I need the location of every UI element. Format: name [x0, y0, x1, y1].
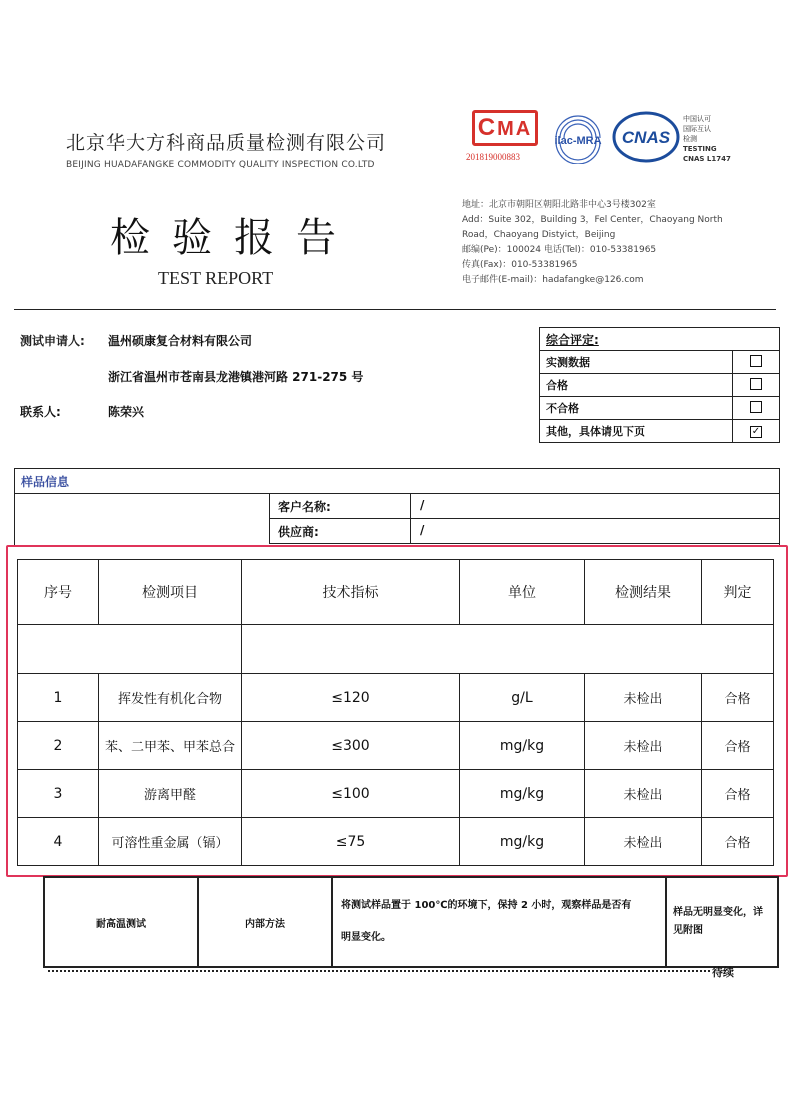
sample-value: /: [420, 523, 425, 537]
verdict-option-label: 实测数据: [540, 351, 733, 374]
table-row: [44, 877, 778, 967]
cma-logo-text: MA: [497, 118, 533, 140]
heat-test-desc-line: 明显变化。: [341, 932, 391, 943]
cell-result: 未检出: [585, 770, 702, 818]
heat-test-method: 内部方法: [198, 877, 332, 967]
cell-no: 2: [18, 722, 99, 770]
sample-key: 供应商:: [278, 525, 319, 539]
verdict-checkbox: [750, 355, 762, 367]
cnas-logo-text: CNAS: [621, 128, 671, 147]
address-line: 邮编(Pe)：100024 电话(Tel)：010-53381965: [462, 245, 657, 255]
applicant-name: 温州硕康复合材料有限公司: [108, 334, 253, 348]
cell-item: 挥发性有机化合物: [99, 674, 242, 722]
cell-no: 1: [18, 674, 99, 722]
table-row: [18, 770, 774, 818]
company-name-en: BEIJING HUADAFANGKE COMMODITY QUALITY INSPECTION CO.LTD: [66, 160, 375, 170]
cell-judge: 合格: [702, 818, 774, 866]
table-header: 序号: [18, 560, 99, 625]
cell-judge: 合格: [702, 674, 774, 722]
contact-label: 联系人:: [20, 405, 61, 419]
verdict-checkbox: ✓: [751, 426, 761, 437]
header-divider: [14, 309, 776, 310]
sample-row: [269, 519, 779, 544]
applicant-label: 测试申请人:: [20, 334, 85, 348]
table-header: 判定: [702, 560, 774, 625]
cell-spec: ≤120: [242, 674, 460, 722]
report-title-cn: 检验报告: [110, 215, 358, 261]
cell-result: 未检出: [585, 722, 702, 770]
cma-number: 201819000883: [466, 152, 520, 162]
verdict-option-label: 不合格: [540, 397, 733, 420]
cell-result: 未检出: [585, 818, 702, 866]
address-line: 电子邮件(E-mail)：hadafangke@126.com: [462, 275, 644, 285]
sample-value: /: [420, 498, 425, 512]
table-row: [18, 625, 774, 674]
verdict-table: [539, 327, 780, 443]
sample-info-title: 样品信息: [21, 475, 70, 489]
cell-no: 4: [18, 818, 99, 866]
cell-unit: mg/kg: [460, 818, 585, 866]
results-table: [17, 559, 774, 866]
table-header: 单位: [460, 560, 585, 625]
table-header: 检测结果: [585, 560, 702, 625]
verdict-checkbox: [750, 401, 762, 413]
cnas-caption-line: 检测: [683, 135, 697, 143]
table-header: 技术指标: [242, 560, 460, 625]
cnas-caption: [683, 114, 731, 164]
applicant-address: 浙江省温州市苍南县龙港镇港河路 271-275 号: [108, 370, 364, 384]
cell-spec: ≤300: [242, 722, 460, 770]
cell-item: 可溶性重金属（镉）: [99, 818, 242, 866]
heat-test-name: 耐高温测试: [44, 877, 198, 967]
cell-spec: ≤100: [242, 770, 460, 818]
sample-row: [269, 494, 779, 519]
continued-label: 待续: [712, 966, 734, 979]
address-line: 传真(Fax)：010-53381965: [462, 260, 578, 270]
verdict-option-label: 其他，具体请见下页: [540, 420, 733, 443]
heat-test-result: 样品无明显变化，详见附图: [666, 877, 778, 967]
cell-result: 未检出: [585, 674, 702, 722]
cnas-caption-line: TESTING: [683, 145, 717, 153]
report-title-en: TEST REPORT: [158, 268, 274, 288]
cell-spec: ≤75: [242, 818, 460, 866]
cnas-caption-line: 中国认可: [683, 115, 711, 123]
sample-key: 客户名称:: [278, 500, 331, 514]
cell-judge: 合格: [702, 770, 774, 818]
verdict-option-label: 合格: [540, 374, 733, 397]
address-line: Add：Suite 302，Building 3，Fel Center，Chaoyang North: [462, 215, 723, 225]
cell-unit: mg/kg: [460, 722, 585, 770]
table-header: 检测项目: [99, 560, 242, 625]
company-name-cn: 北京华大方科商品质量检测有限公司: [66, 132, 387, 154]
address-line: 地址：北京市朝阳区朝阳北路非中心3号楼302室: [462, 200, 656, 210]
cell-judge: 合格: [702, 722, 774, 770]
cell-unit: mg/kg: [460, 770, 585, 818]
address-block: [462, 198, 723, 288]
heat-test-table: [43, 876, 779, 968]
table-row: [18, 818, 774, 866]
cnas-caption-line: CNAS L1747: [683, 155, 731, 163]
heat-test-desc-line: 将测试样品置于 100℃的环境下，保持 2 小时，观察样品是否有: [341, 900, 632, 911]
cell-item: 游离甲醛: [99, 770, 242, 818]
heat-test-description: [332, 877, 666, 967]
cell-unit: g/L: [460, 674, 585, 722]
table-row: [18, 674, 774, 722]
verdict-title: 综合评定:: [540, 328, 780, 351]
continuation-line: [48, 970, 710, 972]
table-row: [18, 722, 774, 770]
verdict-checkbox: [750, 378, 762, 390]
cma-logo: CMA 201819000883: [466, 106, 546, 166]
cnas-caption-line: 国际互认: [683, 125, 711, 133]
ilac-logo-text: ilac-MRA: [554, 135, 602, 147]
cell-item: 苯、二甲苯、甲苯总合: [99, 722, 242, 770]
ilac-mra-logo: [546, 106, 610, 164]
cnas-logo: [612, 110, 680, 164]
contact-name: 陈荣兴: [108, 405, 145, 419]
address-line: Road，Chaoyang Distyict，Beijing: [462, 230, 616, 240]
cell-no: 3: [18, 770, 99, 818]
